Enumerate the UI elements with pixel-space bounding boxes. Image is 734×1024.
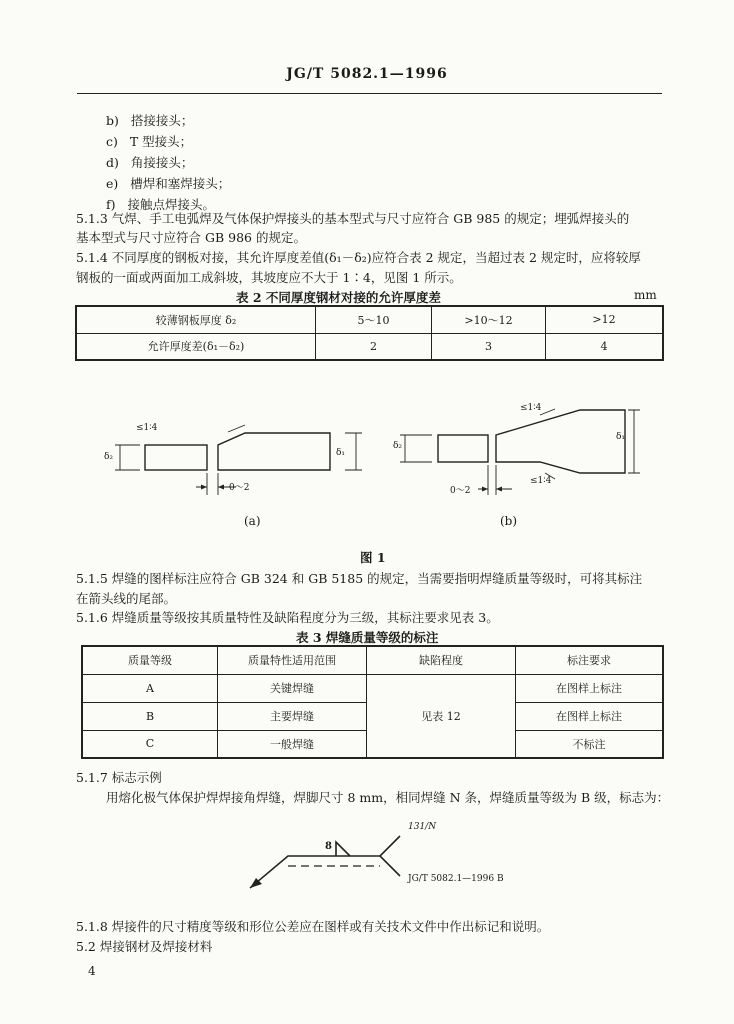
table2-unit: mm [634, 288, 657, 302]
list-item: d) 角接接头； [106, 155, 194, 170]
table3-header: 标注要求 [516, 646, 664, 674]
page-header: JG/T 5082.1—1996 [286, 66, 448, 82]
paragraph-5-1-6: 5.1.6 焊缝质量等级按其质量特性及缺陷程度分为三级，其标注要求见表 3。 [76, 610, 499, 625]
fig-a-delta2: δ₂ [104, 452, 114, 462]
weld-symbol [240, 820, 420, 900]
table2-cell: >12 [546, 306, 664, 333]
table3-header: 质量特性适用范围 [218, 646, 367, 674]
paragraph-5-1-8: 5.1.8 焊接件的尺寸精度等级和形位公差应在图样或有关技术文件中作出标记和说明。 [76, 919, 550, 934]
fig-b-slope-bottom: ≤1∶4 [530, 476, 552, 486]
table3-mark: 在图样上标注 [516, 702, 664, 730]
fig-b-delta2: δ₂ [393, 441, 403, 451]
paragraph-5-1-5-line1: 5.1.5 焊缝的图样标注应符合 GB 324 和 GB 5185 的规定，当需要指明焊缝质量等级时，可将其标注 [76, 571, 643, 586]
table3-scope: 主要焊缝 [218, 702, 367, 730]
weld-process: 131/N [408, 822, 437, 832]
table2-row2-label: 允许厚度差(δ₁－δ₂) [76, 333, 316, 360]
table3-scope: 一般焊缝 [218, 730, 367, 758]
list-item: c) T 型接头； [106, 134, 193, 149]
table3-grade: C [82, 730, 218, 758]
table3-defect: 见表 12 [367, 674, 516, 758]
table3-scope: 关键焊缝 [218, 674, 367, 702]
table3-grade: B [82, 702, 218, 730]
fig-a-label: (a) [244, 514, 261, 528]
plate-thick-a [218, 433, 330, 470]
weld-size: 8 [325, 841, 332, 852]
figure1-diagram [100, 395, 660, 530]
paragraph-5-1-7-title: 5.1.7 标志示例 [76, 770, 162, 785]
weld-tail: JG/T 5082.1—1996 B [408, 874, 504, 884]
table3-mark: 不标注 [516, 730, 664, 758]
header-rule [77, 93, 662, 94]
table3 [81, 645, 664, 759]
fig-b-gap: 0～2 [450, 486, 471, 496]
paragraph-5-1-3-line1: 5.1.3 气焊、手工电弧焊及气体保护焊接头的基本型式与尺寸应符合 GB 985 的规定；埋弧焊接头的 [76, 211, 630, 226]
plate-thin-a [145, 445, 207, 470]
list-item: e) 槽焊和塞焊接头； [106, 176, 231, 191]
table2-caption: 表 2 不同厚度钢材对接的允许厚度差 [236, 290, 441, 305]
table3-header: 质量等级 [82, 646, 218, 674]
table2-cell: 4 [546, 333, 664, 360]
plate-thin-b [438, 435, 488, 462]
table2-cell: 3 [432, 333, 546, 360]
fig-b-delta1: δ₁ [616, 432, 626, 442]
table2-cell: >10～12 [432, 306, 546, 333]
figure1-caption: 图 1 [360, 550, 386, 565]
fig-b-label: (b) [500, 514, 518, 528]
table2-cell: 2 [316, 333, 432, 360]
paragraph-5-2: 5.2 焊接钢材及焊接材料 [76, 939, 213, 954]
table2 [75, 305, 664, 361]
paragraph-5-1-3-line2: 基本型式与尺寸应符合 GB 986 的规定。 [76, 230, 306, 245]
fig-b-slope-top: ≤1∶4 [520, 403, 542, 413]
list-item: b) 搭接接头； [106, 113, 194, 128]
table3-grade: A [82, 674, 218, 702]
list-item: f) 接触点焊接头。 [106, 197, 215, 212]
fig-a-delta1: δ₁ [336, 448, 346, 458]
paragraph-5-1-5-line2: 在箭头线的尾部。 [76, 591, 177, 606]
table2-row1-label: 较薄钢板厚度 δ₂ [76, 306, 316, 333]
page-number: 4 [88, 964, 96, 978]
plate-thick-b [496, 410, 625, 473]
fig-a-slope: ≤1∶4 [136, 423, 158, 433]
table2-cell: 5～10 [316, 306, 432, 333]
table3-header: 缺陷程度 [367, 646, 516, 674]
table3-caption: 表 3 焊缝质量等级的标注 [296, 630, 439, 645]
paragraph-5-1-4-line1: 5.1.4 不同厚度的钢板对接，其允许厚度差值(δ₁－δ₂)应符合表 2 规定，当超过表 2 规定时，应将较厚 [76, 250, 641, 265]
paragraph-5-1-4-line2: 钢板的一面或两面加工成斜坡，其坡度应不大于 1∶4，见图 1 所示。 [76, 270, 462, 285]
table3-mark: 在图样上标注 [516, 674, 664, 702]
fig-a-gap: 0～2 [229, 483, 250, 493]
paragraph-5-1-7-text: 用熔化极气体保护焊焊接角焊缝，焊脚尺寸 8 mm，相同焊缝 N 条，焊缝质量等级为 B 级，标志为： [106, 790, 670, 805]
